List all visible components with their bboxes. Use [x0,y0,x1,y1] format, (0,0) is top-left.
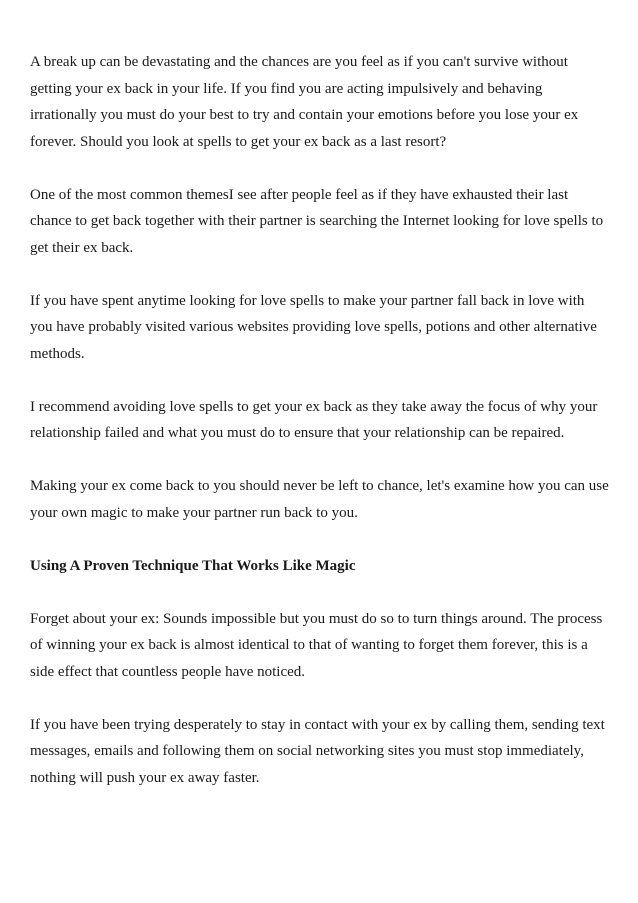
paragraph-forget-ex: Forget about your ex: Sounds impossible but you must do so to turn things around. The process of winning your ex back is almost identical to that of wanting to forget them forever, this is a side effect that countless people have noticed. [30,610,603,680]
paragraph-own-magic: Making your ex come back to you should never be left to chance, let's examine how you can use your own magic to make your partner run back to you. [30,478,609,521]
document-body [30,49,610,818]
paragraph-recommendation: I recommend avoiding love spells to get your ex back as they take away the focus of why your relationship failed and what you must do to ensure that your relationship can be repaired. [30,398,598,441]
section-heading: Using A Proven Technique That Works Like Magic [30,557,356,574]
paragraph-common-themes: One of the most common themesI see after people feel as if they have exhausted their last chance to get back together with their partner is searching the Internet looking for love spells to get their ex back. [30,186,604,256]
paragraph-love-spells-search: If you have spent anytime looking for love spells to make your partner fall back in love with you have probably visited various websites providing love spells, potions and other alternative methods. [30,292,597,362]
paragraph-intro: A break up can be devastating and the chances are you feel as if you can't survive without getting your ex back in your life. If you find you are acting impulsively and behaving irrationally you must do your best to try and contain your emotions before you lose your ex forever. Should you look at spells to get your ex back as a last resort? [30,54,579,150]
paragraph-stop-contact: If you have been trying desperately to stay in contact with your ex by calling them, sending text messages, emails and following them on social networking sites you must stop immediately, nothing will push your ex away faster. [30,716,605,786]
